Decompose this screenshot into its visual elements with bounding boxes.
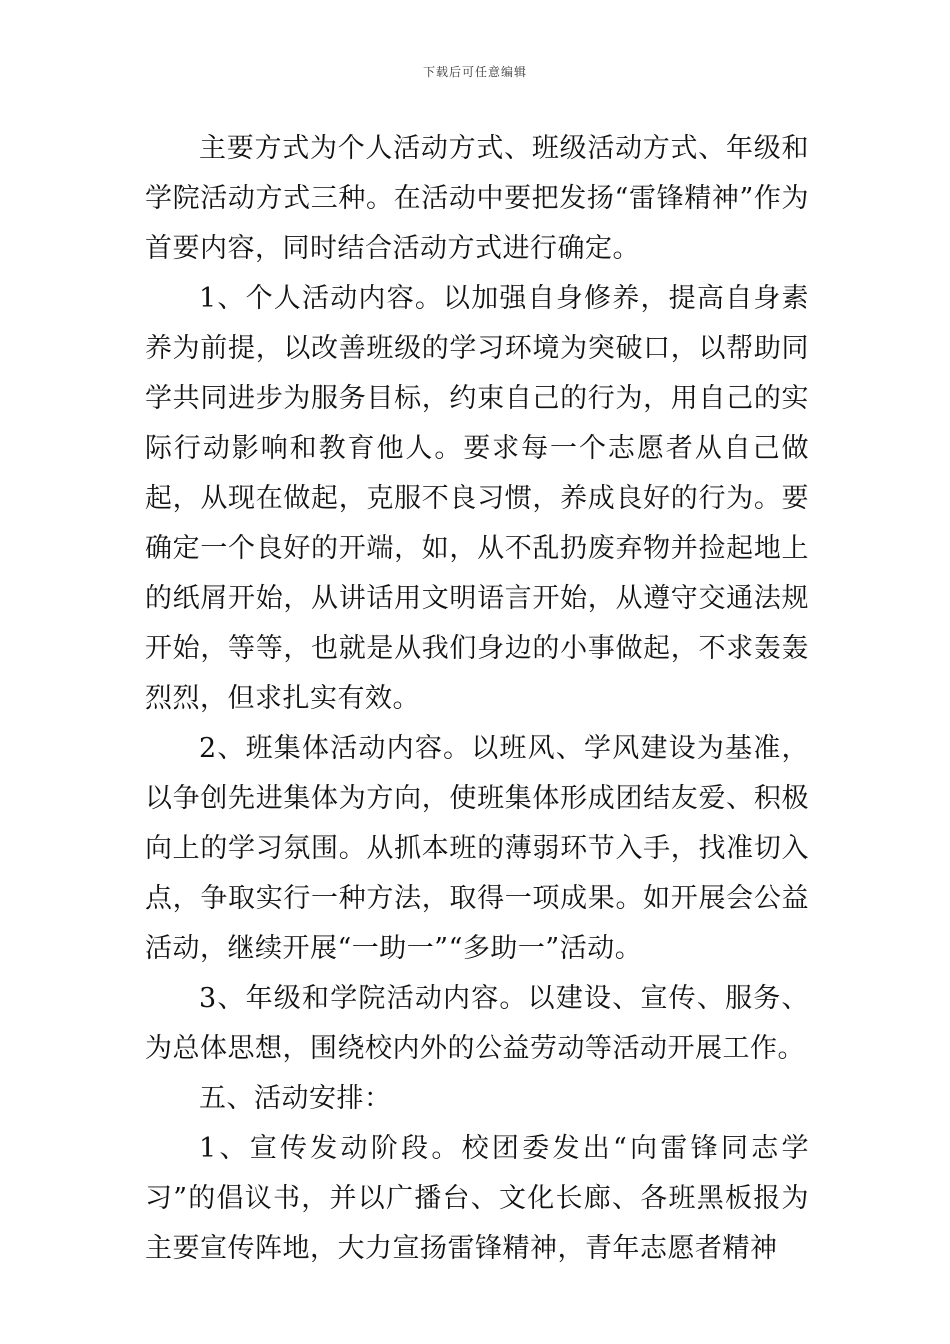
document-body xyxy=(145,124,809,1274)
paragraph-grade-college-activities: 3、年级和学院活动内容。以建设、宣传、服务、为总体思想，围绕校内外的公益劳动等活动开展工作。 xyxy=(145,983,809,1064)
section-heading-arrangement: 五、活动安排： xyxy=(199,1083,392,1114)
paragraph-activity-methods: 主要方式为个人活动方式、班级活动方式、年级和学院活动方式三种。在活动中要把发扬“雷锋精神”作为首要内容，同时结合活动方式进行确定。 xyxy=(145,133,809,264)
paragraph-publicity-stage: 1、宣传发动阶段。校团委发出“向雷锋同志学习”的倡议书，并以广播台、文化长廊、各班黑板报为主要宣传阵地，大力宣扬雷锋精神，青年志愿者精神 xyxy=(145,1133,809,1264)
paragraph-individual-activities: 1、个人活动内容。以加强自身修养，提高自身素养为前提，以改善班级的学习环境为突破口，以帮助同学共同进步为服务目标，约束自己的行为，用自己的实际行动影响和教育他人。要求每一个志愿者从自己做起，从现在做起，克服不良习惯，养成良好的行为。要确定一个良好的开端，如，从不乱扔废弃物并捡起地上的纸屑开始，从讲话用文明语言开始，从遵守交通法规开始，等等，也就是从我们身边的小事做起，不求轰轰烈烈，但求扎实有效。 xyxy=(145,283,809,714)
page-header: 下载后可任意编辑 xyxy=(422,65,527,79)
paragraph-class-activities: 2、班集体活动内容。以班风、学风建设为基准，以争创先进集体为方向，使班集体形成团结友爱、积极向上的学习氛围。从抓本班的薄弱环节入手，找准切入点，争取实行一种方法，取得一项成果。如开展会公益活动，继续开展“一助一”“多助一”活动。 xyxy=(145,733,809,964)
